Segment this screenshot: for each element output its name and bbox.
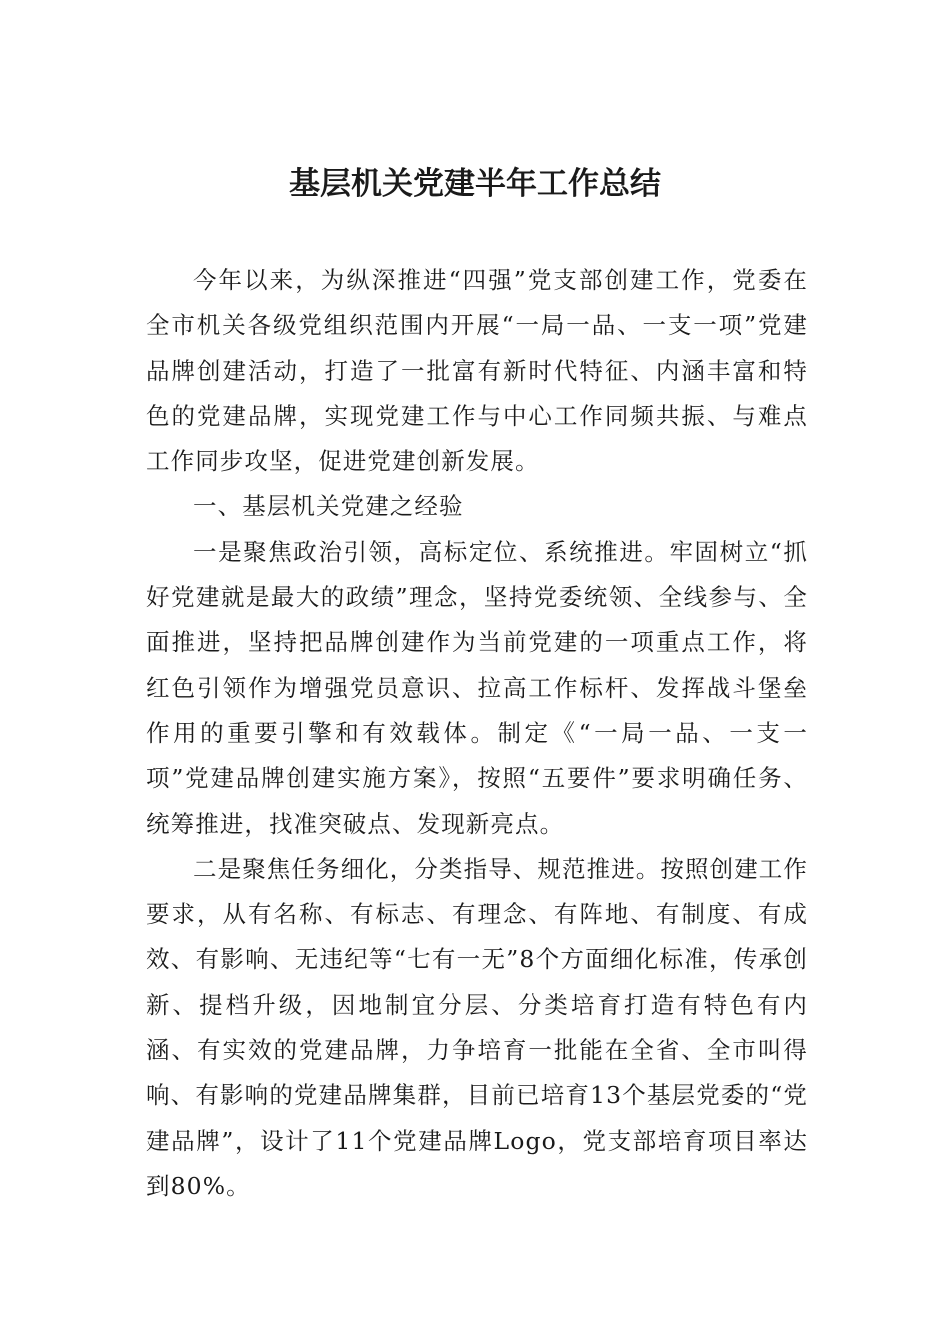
paragraph-2-lead: 二是聚焦任务细化，分类指导、规范推进。 <box>193 854 661 883</box>
intro-paragraph: 今年以来，为纵深推进“四强”党支部创建工作，党委在全市机关各级党组织范围内开展“一局一品、一支一项”党建品牌创建活动，打造了一批富有新时代特征、内涵丰富和特色的党建品牌，实现党建工作与中心工作同频共振、与难点工作同步攻坚，促进党建创新发展。 <box>146 266 808 476</box>
document-body <box>146 258 808 1209</box>
document-title: 基层机关党建半年工作总结 <box>289 166 661 202</box>
paragraph-2-body: 按照创建工作要求，从有名称、有标志、有理念、有阵地、有制度、有成效、有影响、无违纪等“七有一无”8个方面细化标准，传承创新、提档升级，因地制宜分层、分类培育打造有特色有内涵、有实效的党建品牌，力争培育一批能在全省、全市叫得响、有影响的党建品牌集群，目前已培育13个基层党委的“党建品牌”，设计了11个党建品牌Logo，党支部培育项目率达到80%。 <box>146 854 809 1200</box>
paragraph-2 <box>146 847 808 1209</box>
paragraph-1 <box>146 530 808 847</box>
section-heading: 一、基层机关党建之经验 <box>193 492 464 521</box>
paragraph-1-lead: 一是聚焦政治引领，高标定位、系统推进。 <box>193 537 670 566</box>
paragraph-1-body: 牢固树立“抓好党建就是最大的政绩”理念，坚持党委统领、全线参与、全面推进，坚持把品牌创建作为当前党建的一项重点工作，将红色引领作为增强党员意识、拉高工作标杆、发挥战斗堡垒作用的重要引擎和有效载体。制定《“一局一品、一支一项”党建品牌创建实施方案》，按照“五要件”要求明确任务、统筹推进，找准突破点、发现新亮点。 <box>146 537 808 838</box>
